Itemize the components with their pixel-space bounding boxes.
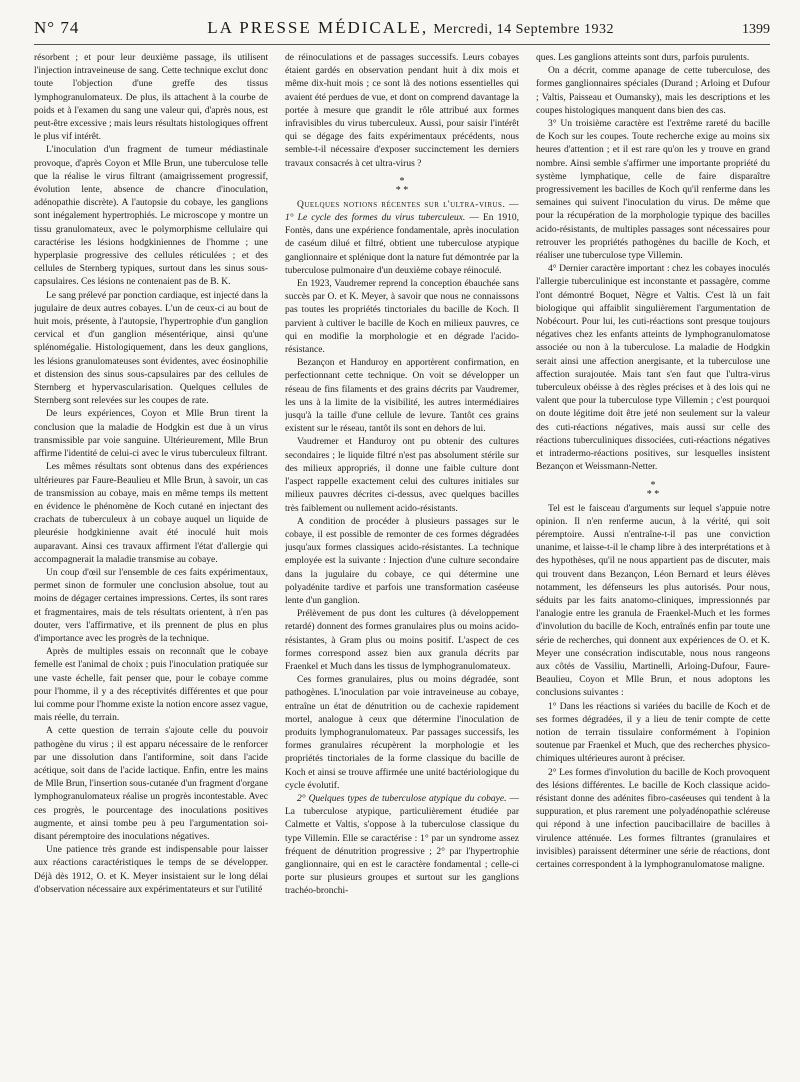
paragraph: Ces formes granulaires, plus ou moins dégradée, sont pathogènes. L'inoculation par voie intraveineuse au cobaye, entraîne un état de dénutrition ou de cachexie rapidement mortel, analogue à ceux que détermine l'inoculation de produits lymphogranulomateux. Par passages successifs, les formes granulaires récupèrent la morphologie et les propriétés tinctoriales de la forme classique du bacille de Koch et ainsi se trouve affirmée une unité bactériologique du cycle évolutif. (285, 675, 519, 791)
paragraph: 2° Les formes d'involution du bacille de Koch provoquent des lésions différentes. Le bacille de Koch classique acido-résistant donne des adénites fibro-caséeuses qui tendent à la suppuration, et plus rarement une polyadénopathie scléreuse qui répond à une infection paucibacillaire de bacilles à virulence atténuée. Les formes filtrantes (granulaires et invisibles) paraissent déterminer une série de réactions, dont certaines correspondent à la lymphogranulomatose maligne. (536, 767, 770, 870)
subsection-title: 2° Quelques types de tuberculose atypique du cobaye. (297, 793, 507, 804)
paragraph: Après de multiples essais on reconnaît que le cobaye femelle est l'animal de choix ; puis l'inoculation pratiquée sur une vaste échelle, fait penser que, pour le cobaye comme pour l'homme, il y a des réceptivités différentes et que pour lui comme pour l'homme existe la notion encore assez vague, mais réelle, du terrain. (34, 647, 268, 724)
paragraph: 3° Un troisième caractère est l'extrême rareté du bacille de Koch sur les coupes. Toute recherche exige au moins six heures d'attention ; et il est rare qu'on les y trouve en grand nombre. Ainsi semble s'affirmer une importante propriété du système lymphatique, celle de faire disparaître progressivement les bacilles de Koch qu'il renferme dans les semaines qui suivent l'inoculation du virus. De même que pour la récupération de la morphologie typique des bacilles acido-résistants, de multiples passages sont nécessaires pour retrouver les propriétés pathogènes du bacille de Koch, et réaliser une tuberculose type Villemin. (536, 119, 770, 262)
paragraph: Une patience très grande est indispensable pour laisser aux réactions caractéristiques le temps de se développer. Déjà dès 1912, O. et K. Meyer insistaient sur le long délai d'observation nécessaire aux expérimentateurs et sur l'utilité (34, 845, 268, 895)
column-1 (34, 52, 268, 1070)
subsection-title: 1° Le cycle des formes du virus tuberculeux. (285, 213, 466, 224)
paragraph: de réinoculations et de passages successifs. Leurs cobayes étaient gardés en observation pendant huit à dix mois et même dix-huit mois ; ce sont là des notions essentielles qui avaient été perdues de vue, et dont on comprend davantage la portée à mesure que grandit le rôle attribué aux formes infravisibles du virus tuberculeux. Aussi, pour saisir l'intérêt qui se dégage des faits expérimentaux précédents, nous semble-t-il nécessaire d'exposer succinctement les derniers travaux consacrés à cet ultra-virus ? (285, 53, 519, 169)
paragraph: Un coup d'œil sur l'ensemble de ces faits expérimentaux, permet sinon de formuler une conclusion absolue, tout au moins de dégager certaines impressions. Certes, ils sont rares et fragmentaires, mais de tels résultats orientent, à n'en pas douter, vers l'affirmative, et ils prennent de plus en plus d'importance avec les progrès de la technique. (34, 567, 268, 644)
section-separator: * * * (395, 175, 409, 196)
paragraph: ques. Les ganglions atteints sont durs, parfois purulents. (536, 53, 750, 63)
column-3 (536, 52, 770, 1070)
issue-date: Mercredi, 14 Septembre 1932 (433, 22, 615, 37)
column-2 (285, 52, 519, 1070)
paragraph-text: — En 1910, Fontès, dans une expérience fondamentale, après inoculation de caséum dilué et filtré, obtient une tuberculose atypique ganglionnaire et splénique dont la nature fut démontrée par la tuberculose pulmonaire d'un deuxième cobaye réinoculé. (285, 213, 519, 276)
paragraph (285, 793, 519, 899)
section-title: Quelques notions récentes sur l'ultra-virus. — (297, 199, 519, 210)
journal-title: LA PRESSE MÉDICALE, (207, 18, 429, 37)
page-number: 1399 (741, 22, 770, 37)
paragraph: Tel est le faisceau d'arguments sur lequel s'appuie notre opinion. Il n'en renferme aucun, à la vérité, qui soit péremptoire. Aussi n'entraîne-t-il pas une conviction unanime, et laisse-t-il le champ libre à des interprétations et à des hypothèses, qu'il ne nous appartient pas de discuter, mais qui trouvent dans Bezançon, Léon Bernard et leurs élèves notamment, les défenseurs les plus autorisés. Pour nous, séduits par les faits anatomo-cliniques, impressionnés par l'analogie entre les granula de Fraenkel-Much et les formes d'involution du bacille de Koch, entraînés enfin par toute une série de recherches, qui donnent aux expériences de O. et K. Meyer une consécration indiscutable, nous nous rangeons aux côtés de Vassiliu, Martinelli, Arloing-Dufour, Faure-Beaulieu, Coyon et Mlle Brun, et nous adoptons les conclusions suivantes : (536, 503, 770, 699)
paragraph: A cette question de terrain s'ajoute celle du pouvoir pathogène du virus ; il est apparu nécessaire de le renforcer par une dissolution dans l'antiformine, soit dans l'acide acétique, soit dans de l'acide lactique. Enfin, entre les mains de Mlle Brun, l'insertion sous-cutanée d'un fragment d'organe lymphogranulomateux réalise un progrès incontestable. Avec ces progrès, le pourcentage des inoculations positives augmente, et ainsi tombe peu à peu l'argumentation soi-disant péremptoire des inoculations négatives. (34, 726, 268, 842)
running-title (207, 18, 614, 38)
section-separator: * * * (646, 479, 660, 500)
paragraph: Prélèvement de pus dont les cultures (à développement retardé) donnent des formes granulaires plus ou moins acido-résistantes, à Gram plus ou moins positif. L'aspect de ces formes correspond assez bien aux granula décrits par Fraenkel et Much dans les tissus de lymphogranulomateux. (285, 609, 519, 672)
page-header (34, 18, 770, 45)
issue-number: N° 74 (34, 18, 80, 37)
paragraph: Vaudremer et Handuroy ont pu obtenir des cultures secondaires ; le liquide filtré n'est pas absolument stérile sur des milieux appropriés, il donne une faible culture dont l'aspect rappelle exactement celui des cultures initiales sur milieux pauvres décrites ci-dessus, avec quelques bacilles très faiblement ou nullement acido-résistants. (285, 437, 519, 514)
paragraph (285, 199, 519, 278)
paragraph: De leurs expériences, Coyon et Mlle Brun tirent la conclusion que la maladie de Hodgkin est due à un virus transmissible par voie sanguine. Ultérieurement, Mlle Brun affirme l'identité de celui-ci avec le virus tuberculeux filtrant. (34, 409, 268, 460)
paragraph: 4° Dernier caractère important : chez les cobayes inoculés l'allergie tuberculinique est inconstante et passagère, comme l'ont démontré Boquet, Nègre et Valtis. C'est là un fait biologique qui affaiblit singulièrement l'argumentation de Nobécourt. Pour lui, les cuti-réactions sont presque toujours négatives chez les enfants atteints de lymphogranulomatose associée ou non à la tuberculose. La maladie de Hodgkin serait ainsi une affection anergisante, et la tuberculose une affection surajoutée. Mais tant s'en faut que l'ultra-virus tuberculeux obéisse à des règles précises et à des lois qui ne valent que pour la tuberculose type Villemin ; c'est pourquoi on doute légitime doit être jeté non seulement sur la valeur des cuti-réactions négatives, mais aussi sur celle des réactions tuberculiniques dissociées, cuti-réactions négatives et intradermo-réactions positives, sur lesquelles insistent Bezançon et Weissmann-Netter. (536, 264, 770, 473)
paragraph: L'inoculation d'un fragment de tumeur médiastinale provoque, d'après Coyon et Mlle Brun, une tuberculose telle que la réalise le virus filtrant (amaigrissement progressif, évolution lente, absence de chancre d'inoculation, adénopathie discrète). A l'autopsie du cobaye, les ganglions sont inégalement hypertrophiés. Le microscope y montre un tissu granulomateux, avec le polymorphisme cellulaire qui caractérise les lésions hodgkiniennes de l'homme ; une hyperplasie progressive des cellules réticulées ; et des cellules de Sternberg typiques, surtout dans les sinus sous-capsulaires. Ces lésions ne contenaient pas de B. K. (34, 145, 268, 288)
paragraph: En 1923, Vaudremer reprend la conception ébauchée sans succès par O. et K. Meyer, à savoir que nous ne connaissons pas toutes les propriétés tinctoriales du bacille de Koch. Il parvient à cultiver le bacille de Koch en milieux pauvres, ce qui en modifie la morphologie et en dégrade l'acido-résistance. (285, 279, 519, 356)
paragraph: Les mêmes résultats sont obtenus dans des expériences ultérieures par Faure-Beaulieu et Mlle Brun, à savoir, un cas de transmission au cobaye, mais en même temps ils mettent en évidence le phénomène de Koch cutané en injectant des crachats de tuberculeux à un cobaye auquel un liquide de pleurésie hodgkinienne avait été inoculé huit mois auparavant. Ainsi ces travaux affirment l'état d'allergie qui accompagnerait la maladie transmise au cobaye. (34, 462, 268, 565)
paragraph: A condition de procéder à plusieurs passages sur le cobaye, il est possible de remonter de ces formes dégradées jusqu'aux formes classiques acido-résistantes. La technique employée est la suivante : Injection d'une culture secondaire dans la jugulaire du cobaye, ce qui détermine une polyadénite tardive et parfois une transformation caséeuse lente d'un ganglion. (285, 516, 519, 606)
paragraph-text: — La tuberculose atypique, particulièrement étudiée par Calmette et Valtis, s'oppose à la tuberculose classique du type Villemin. Elle se caractérise : 1° par un syndrome assez fréquent de dénutrition progressive ; 2° par l'hypertrophie ganglionnaire, qui en est le caractère fondamental ; celle-ci porte sur plusieurs groupes et surtout sur les ganglions trachéo-bronchi- (285, 793, 519, 897)
paragraph: Le sang prélevé par ponction cardiaque, est injecté dans la jugulaire de deux autres cobayes. L'un de ceux-ci au bout de huit mois, présente, à l'autopsie, l'hypertrophie d'un ganglion cervical et d'un ganglion mésentérique, ainsi qu'une splénomégalie. Histologiquement, dans les deux ganglions, les lésions granulomateuses sont évidentes, avec éosinophilie et distension des sinus sous-capsulaires par des cellules de Sternberg et hypervascularisation. Quelques cellules de Sternberg sont relevées sur les coupes de rate. (34, 290, 268, 407)
article-body (34, 52, 770, 1070)
paragraph: On a décrit, comme apanage de cette tuberculose, des formes ganglionnaires spéciales (Durand ; Arloing et Dufour ; Valtis, Paisseau et Oumansky), mais les descriptions et les coupes histologiques manquent dans bien des cas. (536, 66, 770, 116)
paragraph: résorbent ; et pour leur deuxième passage, ils utilisent l'injection intraveineuse de sang. Cette technique exclut donc toute l'objection d'une greffe des tissus lymphogranulomateux. De plus, ils attachent à la courbe de poids et à l'examen du sang une valeur qui, d'après nous, est peut-être excessive ; mais leurs résultats histologiques offrent le plus vif intérêt. (34, 53, 268, 143)
paragraph: 1° Dans les réactions si variées du bacille de Koch et de ses formes dégradées, il y a lieu de tenir compte de cette notion de terrain tissulaire conformément à l'opinion soutenue par Fraenkel et Much, que des recherches physico-chimiques ultérieures auront à préciser. (536, 701, 770, 765)
paragraph: Bezançon et Handuroy en apportèrent confirmation, en perfectionnant cette technique. On voit se développer un réseau de fins filaments et des grains décrits par Vaudremer, les uns à la limite de la visibilité, les autres intermédiaires jusqu'à la taille d'une cellule de levure. Tantôt ces grains existent sur le réseau, tantôt ils sont en dehors de lui. (285, 358, 519, 435)
